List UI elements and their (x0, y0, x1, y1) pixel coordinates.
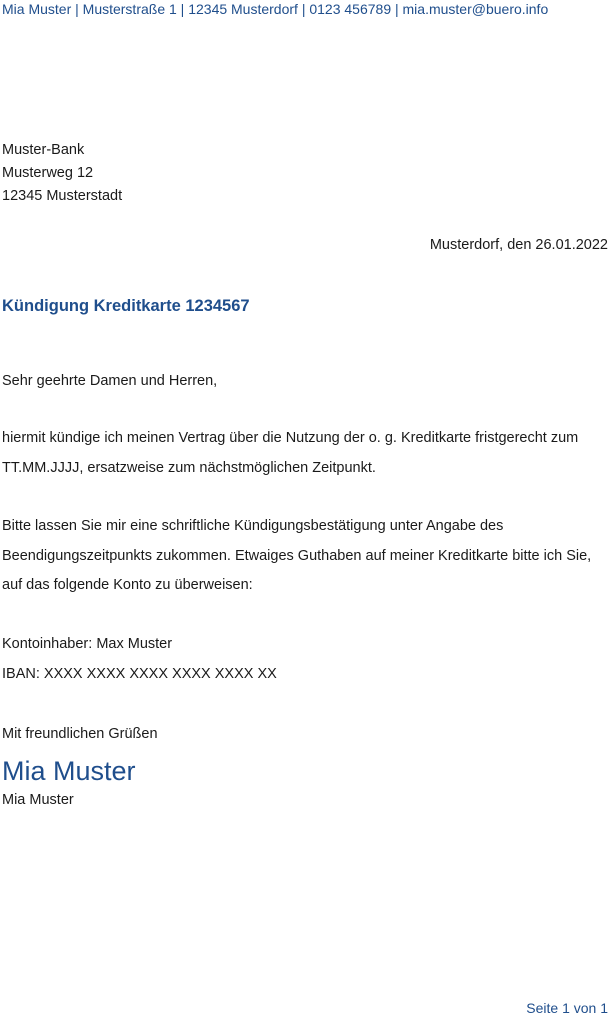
account-holder: Kontoinhaber: Max Muster (2, 636, 173, 652)
body-paragraph-1 (2, 424, 610, 483)
paragraph-line: Beendigungszeitpunkts zukommen. Etwaiges Guthaben auf meiner Kreditkarte bitte ich Sie, (2, 547, 592, 564)
recipient-name: Muster-Bank (2, 142, 85, 158)
salutation: Sehr geehrte Damen und Herren, (2, 373, 218, 389)
iban: IBAN: XXXX XXXX XXXX XXXX XXXX XX (2, 665, 277, 682)
body-paragraph-2 (2, 512, 610, 601)
paragraph-line: Bitte lassen Sie mir eine schriftliche Kündigungsbestätigung unter Angabe des (2, 518, 504, 534)
date-line: Musterdorf, den 26.01.2022 (429, 237, 608, 253)
printed-name: Mia Muster (2, 792, 74, 808)
paragraph-line: TT.MM.JJJJ, ersatzweise zum nächstmöglichen Zeitpunkt. (2, 459, 376, 476)
page-number: Seite 1 von 1 (526, 1000, 608, 1016)
subject-line: Kündigung Kreditkarte 1234567 (2, 297, 250, 315)
recipient-street: Musterweg 12 (2, 165, 94, 181)
paragraph-line: auf das folgende Konto zu überweisen: (2, 577, 253, 593)
paragraph-line: hiermit kündige ich meinen Vertrag über die Nutzung der o. g. Kreditkarte fristgerecht zum (2, 430, 579, 446)
recipient-address (2, 139, 122, 208)
recipient-city: 12345 Musterstadt (2, 188, 123, 204)
letterhead-sender-line: Mia Muster | Musterstraße 1 | 12345 Musterdorf | 0123 456789 | mia.muster@buero.info (2, 1, 549, 17)
account-details (2, 630, 277, 689)
signature: Mia Muster (2, 756, 136, 786)
closing-phrase: Mit freundlichen Grüßen (2, 726, 158, 742)
